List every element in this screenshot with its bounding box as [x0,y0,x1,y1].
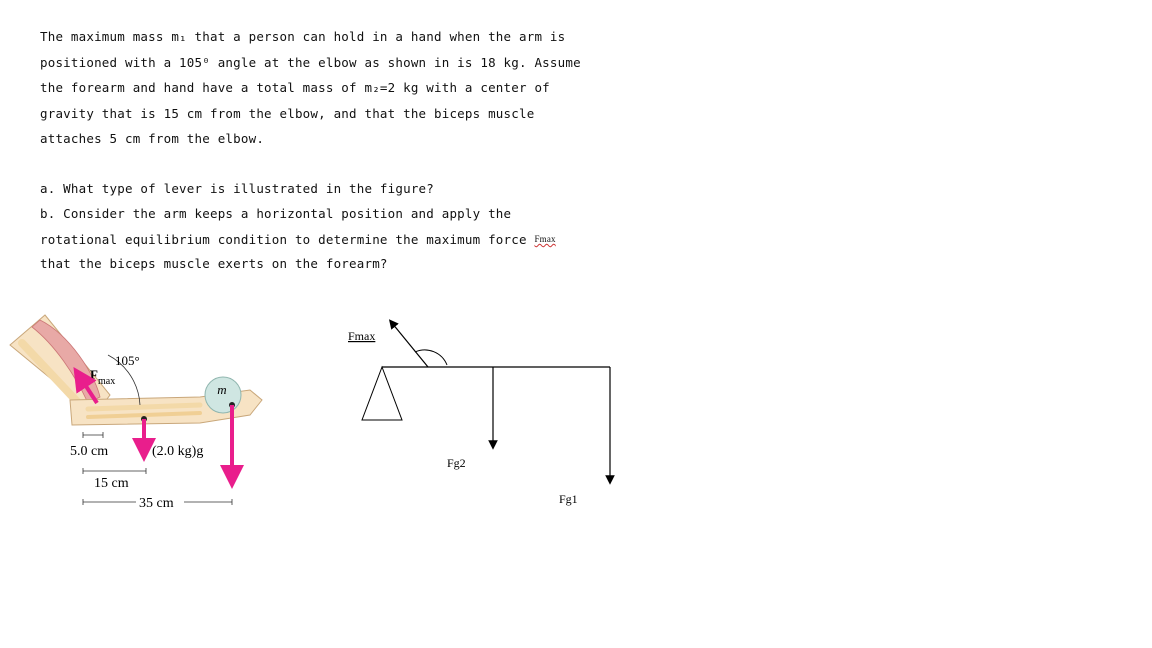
problem-line: The maximum mass m₁ that a person can hold in a hand when the arm is [40,29,566,44]
mass-label: m [217,382,227,397]
force-label: F [90,367,98,382]
arm-figure [0,305,300,525]
fg2-label: Fg2 [447,456,466,470]
fmax-inline-label: Fmax [534,234,556,244]
questions [40,180,680,280]
force-subscript: max [98,376,116,387]
question-b-line2 [40,230,680,255]
question-b-line1: b. Consider the arm keeps a horizontal position and apply the [40,206,512,221]
fmax-label: Fmax [348,329,376,343]
problem-line: gravity that is 15 cm from the elbow, and that the biceps muscle [40,105,535,121]
question-a: a. What type of lever is illustrated in the figure? [40,181,435,196]
lever-diagram [340,310,640,510]
dim-35cm-label: 35 cm [139,496,174,511]
angle-label: 105° [115,353,140,368]
fulcrum-triangle [362,367,402,420]
problem-statement [40,28,680,156]
problem-line: positioned with a 105⁰ angle at the elbow as shown in is 18 kg. Assume [40,54,581,70]
dim-15cm-label: 15 cm [94,476,129,491]
question-b-line3: that the biceps muscle exerts on the forearm? [40,256,388,271]
fmax-force-arrow [392,323,428,367]
problem-line: attaches 5 cm from the elbow. [40,131,265,146]
dim-5cm-label: 5.0 cm [70,444,109,459]
fg1-label: Fg1 [559,492,578,506]
weight-label: (2.0 kg)g [152,444,204,459]
question-b-text: rotational equilibrium condition to determine the maximum force [40,232,535,247]
problem-line: the forearm and hand have a total mass of m₂=2 kg with a center of [40,80,550,95]
